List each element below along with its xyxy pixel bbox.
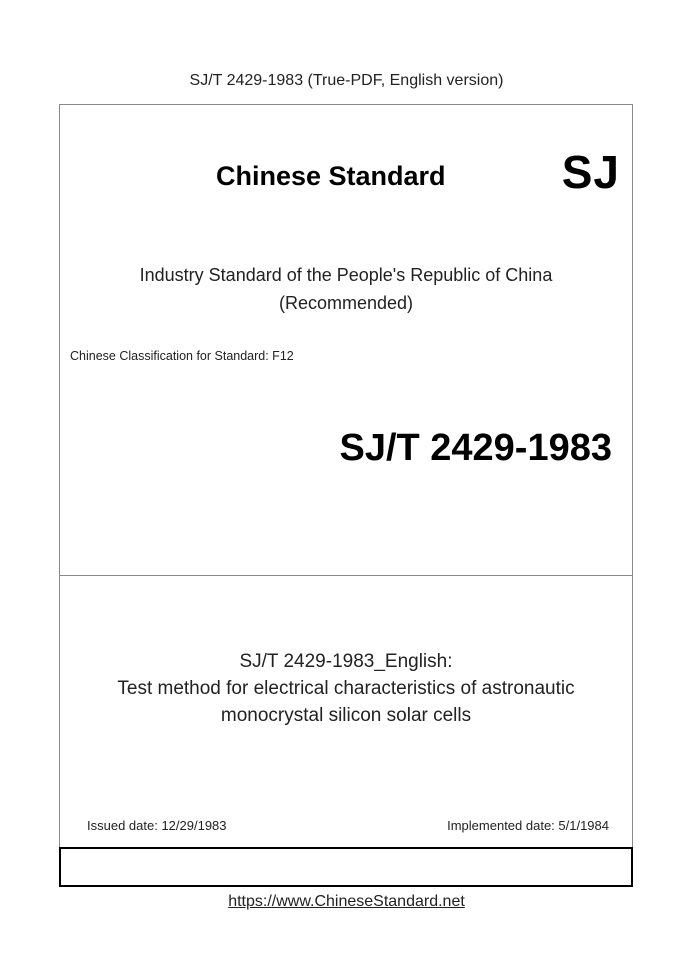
cover-heading: Chinese Standard xyxy=(216,161,446,191)
standard-title xyxy=(60,648,632,729)
industry-line-2: (Recommended) xyxy=(278,293,414,313)
document-header-title: SJ/T 2429-1983 (True-PDF, English version) xyxy=(189,72,504,89)
title-line-1: SJ/T 2429-1983_English: xyxy=(239,651,453,672)
title-line-2: Test method for electrical characteristics of astronautic xyxy=(117,678,575,699)
implemented-date: Implemented date: 5/1/1984 xyxy=(447,818,609,833)
cover-frame xyxy=(59,104,633,886)
section-divider xyxy=(60,575,632,576)
issued-date: Issued date: 12/29/1983 xyxy=(87,818,227,833)
classification-label: Chinese Classification for Standard: F12 xyxy=(70,349,294,363)
industry-standard-text xyxy=(60,261,632,317)
standard-mark: SJ xyxy=(561,146,620,198)
standard-number: SJ/T 2429-1983 xyxy=(339,427,612,469)
bottom-bar xyxy=(59,847,633,887)
website-link[interactable]: https://www.ChineseStandard.net xyxy=(228,893,465,910)
title-line-3: monocrystal silicon solar cells xyxy=(220,705,472,726)
industry-line-1: Industry Standard of the People's Republic of China xyxy=(139,265,553,285)
